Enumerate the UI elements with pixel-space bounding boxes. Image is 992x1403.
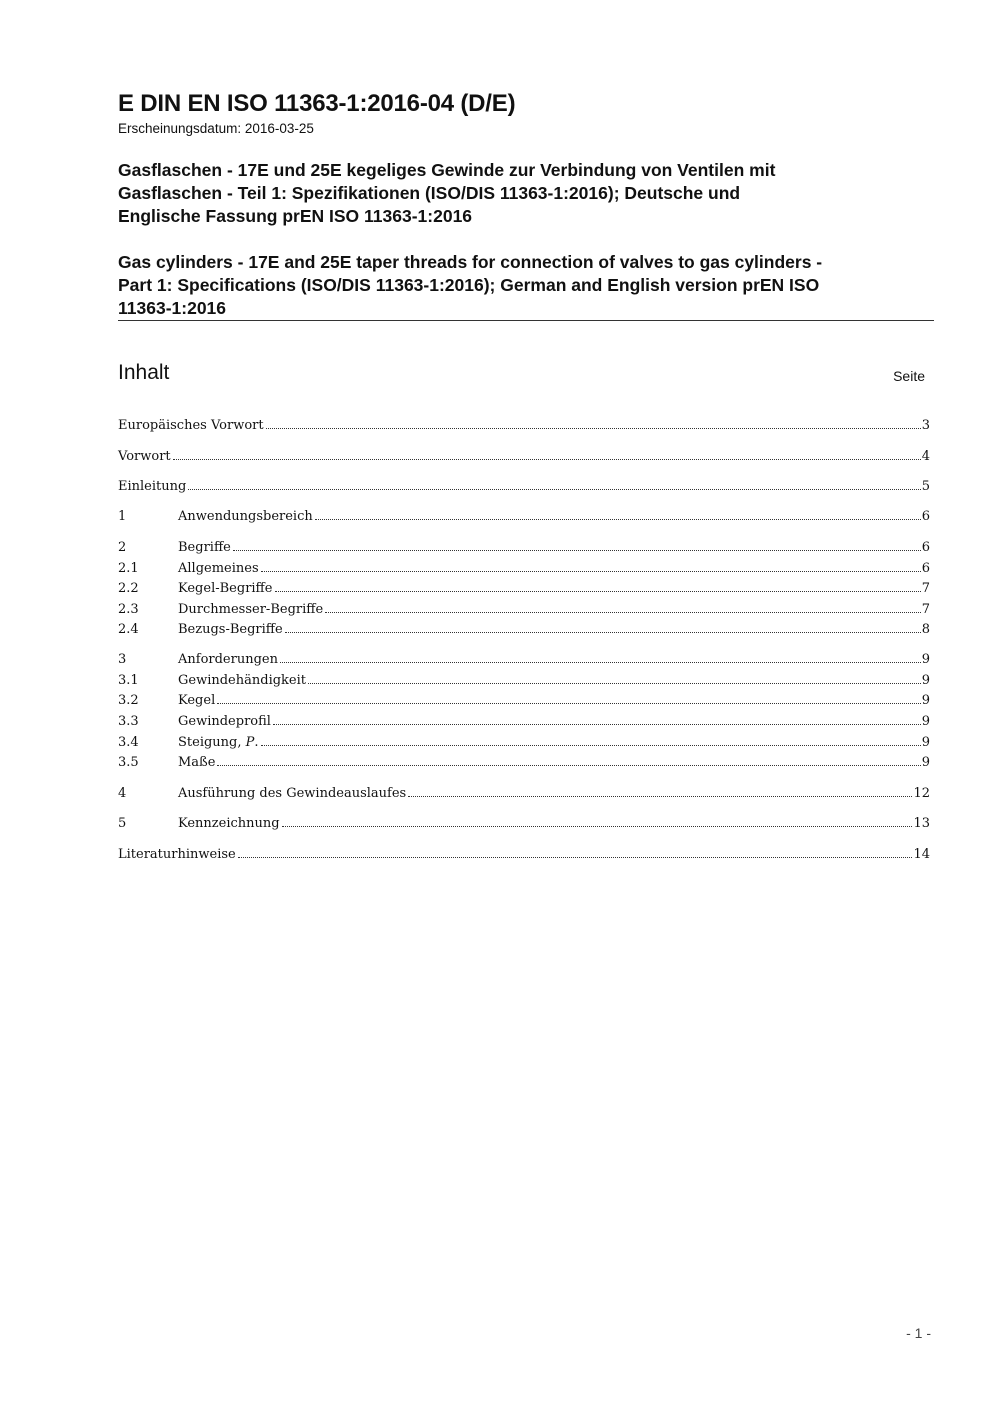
toc-entry-title: Einleitung — [118, 479, 187, 494]
toc-leader-dots — [266, 427, 921, 429]
toc-entry-page: 8 — [921, 622, 930, 637]
toc-entry[interactable] — [118, 652, 930, 672]
toc-entry-page: 9 — [921, 755, 930, 770]
toc-entry-title: Bezugs-Begriffe — [178, 622, 283, 637]
toc-entry-number: 4 — [118, 786, 127, 801]
toc-entry-page: 9 — [921, 714, 930, 729]
toc-entry-title: Kennzeichnung — [178, 816, 280, 831]
toc-entry[interactable] — [118, 786, 930, 806]
toc-leader-dots — [261, 570, 921, 572]
toc-leader-dots — [173, 458, 921, 460]
toc-entry-title: Anwendungsbereich — [178, 509, 313, 524]
toc-leader-dots — [238, 856, 913, 858]
toc-entry[interactable] — [118, 581, 930, 601]
toc-entry[interactable] — [118, 673, 930, 693]
toc-entry-title: Literaturhinweise — [118, 847, 236, 862]
toc-entry-title: Vorwort — [118, 449, 171, 464]
toc-leader-dots — [188, 488, 920, 490]
title-german-line: Gasflaschen - 17E und 25E kegeliges Gewinde zur Verbindung von Ventilen mit — [118, 160, 776, 180]
toc-entry-number: 3.1 — [118, 673, 139, 688]
toc-entry-title: Anforderungen — [178, 652, 278, 667]
toc-heading: Inhalt — [118, 361, 170, 384]
toc-leader-dots — [273, 723, 921, 725]
title-english-line: 11363-1:2016 — [118, 298, 227, 318]
toc-entry-number: 3.5 — [118, 755, 139, 770]
toc-entry-number: 2.2 — [118, 581, 139, 596]
toc-entry-number: 2.4 — [118, 622, 139, 637]
toc-entry-title: Gewindehändigkeit — [178, 673, 307, 688]
toc-entry-number: 3 — [118, 652, 127, 667]
toc-leader-dots — [325, 611, 921, 613]
toc-page-label: Seite — [893, 368, 925, 384]
toc-leader-dots — [275, 590, 921, 592]
toc-entry[interactable] — [118, 509, 930, 529]
toc-entry-number: 5 — [118, 816, 127, 831]
toc-entry-page: 5 — [921, 479, 930, 494]
toc-entry-page: 3 — [921, 418, 930, 433]
toc-entry-number: 3.3 — [118, 714, 139, 729]
toc-entry[interactable] — [118, 561, 930, 581]
title-english-line: Gas cylinders - 17E and 25E taper threads for connection of valves to gas cylinders - — [118, 252, 823, 272]
toc-entry-page: 12 — [913, 786, 930, 801]
toc-leader-dots — [217, 702, 920, 704]
table-of-contents — [118, 0, 930, 1403]
toc-entry[interactable] — [118, 714, 930, 734]
toc-entry-page: 4 — [921, 449, 930, 464]
toc-entry[interactable] — [118, 602, 930, 622]
publication-date: Erscheinungsdatum: 2016-03-25 — [118, 121, 314, 136]
toc-leader-dots — [261, 744, 921, 746]
toc-entry-page: 7 — [921, 581, 930, 596]
toc-entry-title: Durchmesser-Begriffe — [178, 602, 324, 617]
toc-entry-number: 2 — [118, 540, 127, 555]
toc-entry-page: 14 — [913, 847, 930, 862]
toc-entry-page: 9 — [921, 673, 930, 688]
toc-leader-dots — [282, 825, 913, 827]
toc-leader-dots — [408, 795, 912, 797]
toc-entry-page: 7 — [921, 602, 930, 617]
title-english-line: Part 1: Specifications (ISO/DIS 11363-1:2016); German and English version prEN ISO — [118, 275, 820, 295]
toc-entry-page: 9 — [921, 735, 930, 750]
toc-entry-title: Begriffe — [178, 540, 231, 555]
toc-entry[interactable] — [118, 816, 930, 836]
toc-leader-dots — [280, 661, 921, 663]
toc-entry-number: 3.4 — [118, 735, 139, 750]
toc-entry-page: 6 — [921, 540, 930, 555]
toc-entry-title: Allgemeines — [178, 561, 259, 576]
toc-entry[interactable] — [118, 755, 930, 775]
toc-entry-number: 2.3 — [118, 602, 139, 617]
toc-entry-number: 2.1 — [118, 561, 139, 576]
document-number: E DIN EN ISO 11363-1:2016-04 (D/E) — [118, 90, 516, 117]
toc-entry-title: Ausführung des Gewindeauslaufes — [178, 786, 407, 801]
toc-entry-number: 1 — [118, 509, 127, 524]
toc-leader-dots — [217, 764, 920, 766]
toc-entry-page: 9 — [921, 693, 930, 708]
toc-entry-title: Kegel-Begriffe — [178, 581, 273, 596]
toc-leader-dots — [315, 518, 921, 520]
toc-entry-page: 9 — [921, 652, 930, 667]
toc-leader-dots — [233, 549, 921, 551]
toc-entry[interactable] — [118, 540, 930, 560]
toc-entry[interactable] — [118, 693, 930, 713]
title-german-line: Gasflaschen - Teil 1: Spezifikationen (ISO/DIS 11363-1:2016); Deutsche und — [118, 183, 741, 203]
toc-leader-dots — [285, 631, 921, 633]
toc-entry[interactable] — [118, 479, 930, 499]
toc-entry[interactable] — [118, 735, 930, 755]
toc-entry[interactable] — [118, 622, 930, 642]
toc-entry-title: Europäisches Vorwort — [118, 418, 264, 433]
toc-entry-title: Gewindeprofil — [178, 714, 271, 729]
page-number: - 1 - — [906, 1325, 931, 1341]
toc-entry-page: 6 — [921, 561, 930, 576]
toc-entry[interactable] — [118, 449, 930, 469]
toc-entry[interactable] — [118, 847, 930, 867]
toc-entry-title: Maße — [178, 755, 216, 770]
toc-entry-number: 3.2 — [118, 693, 139, 708]
toc-entry[interactable] — [118, 418, 930, 438]
title-german-line: Englische Fassung prEN ISO 11363-1:2016 — [118, 206, 473, 226]
toc-entry-title: Kegel — [178, 693, 216, 708]
toc-leader-dots — [308, 682, 921, 684]
toc-entry-page: 6 — [921, 509, 930, 524]
toc-entry-title: Steigung, P. — [178, 735, 259, 750]
toc-entry-page: 13 — [913, 816, 930, 831]
